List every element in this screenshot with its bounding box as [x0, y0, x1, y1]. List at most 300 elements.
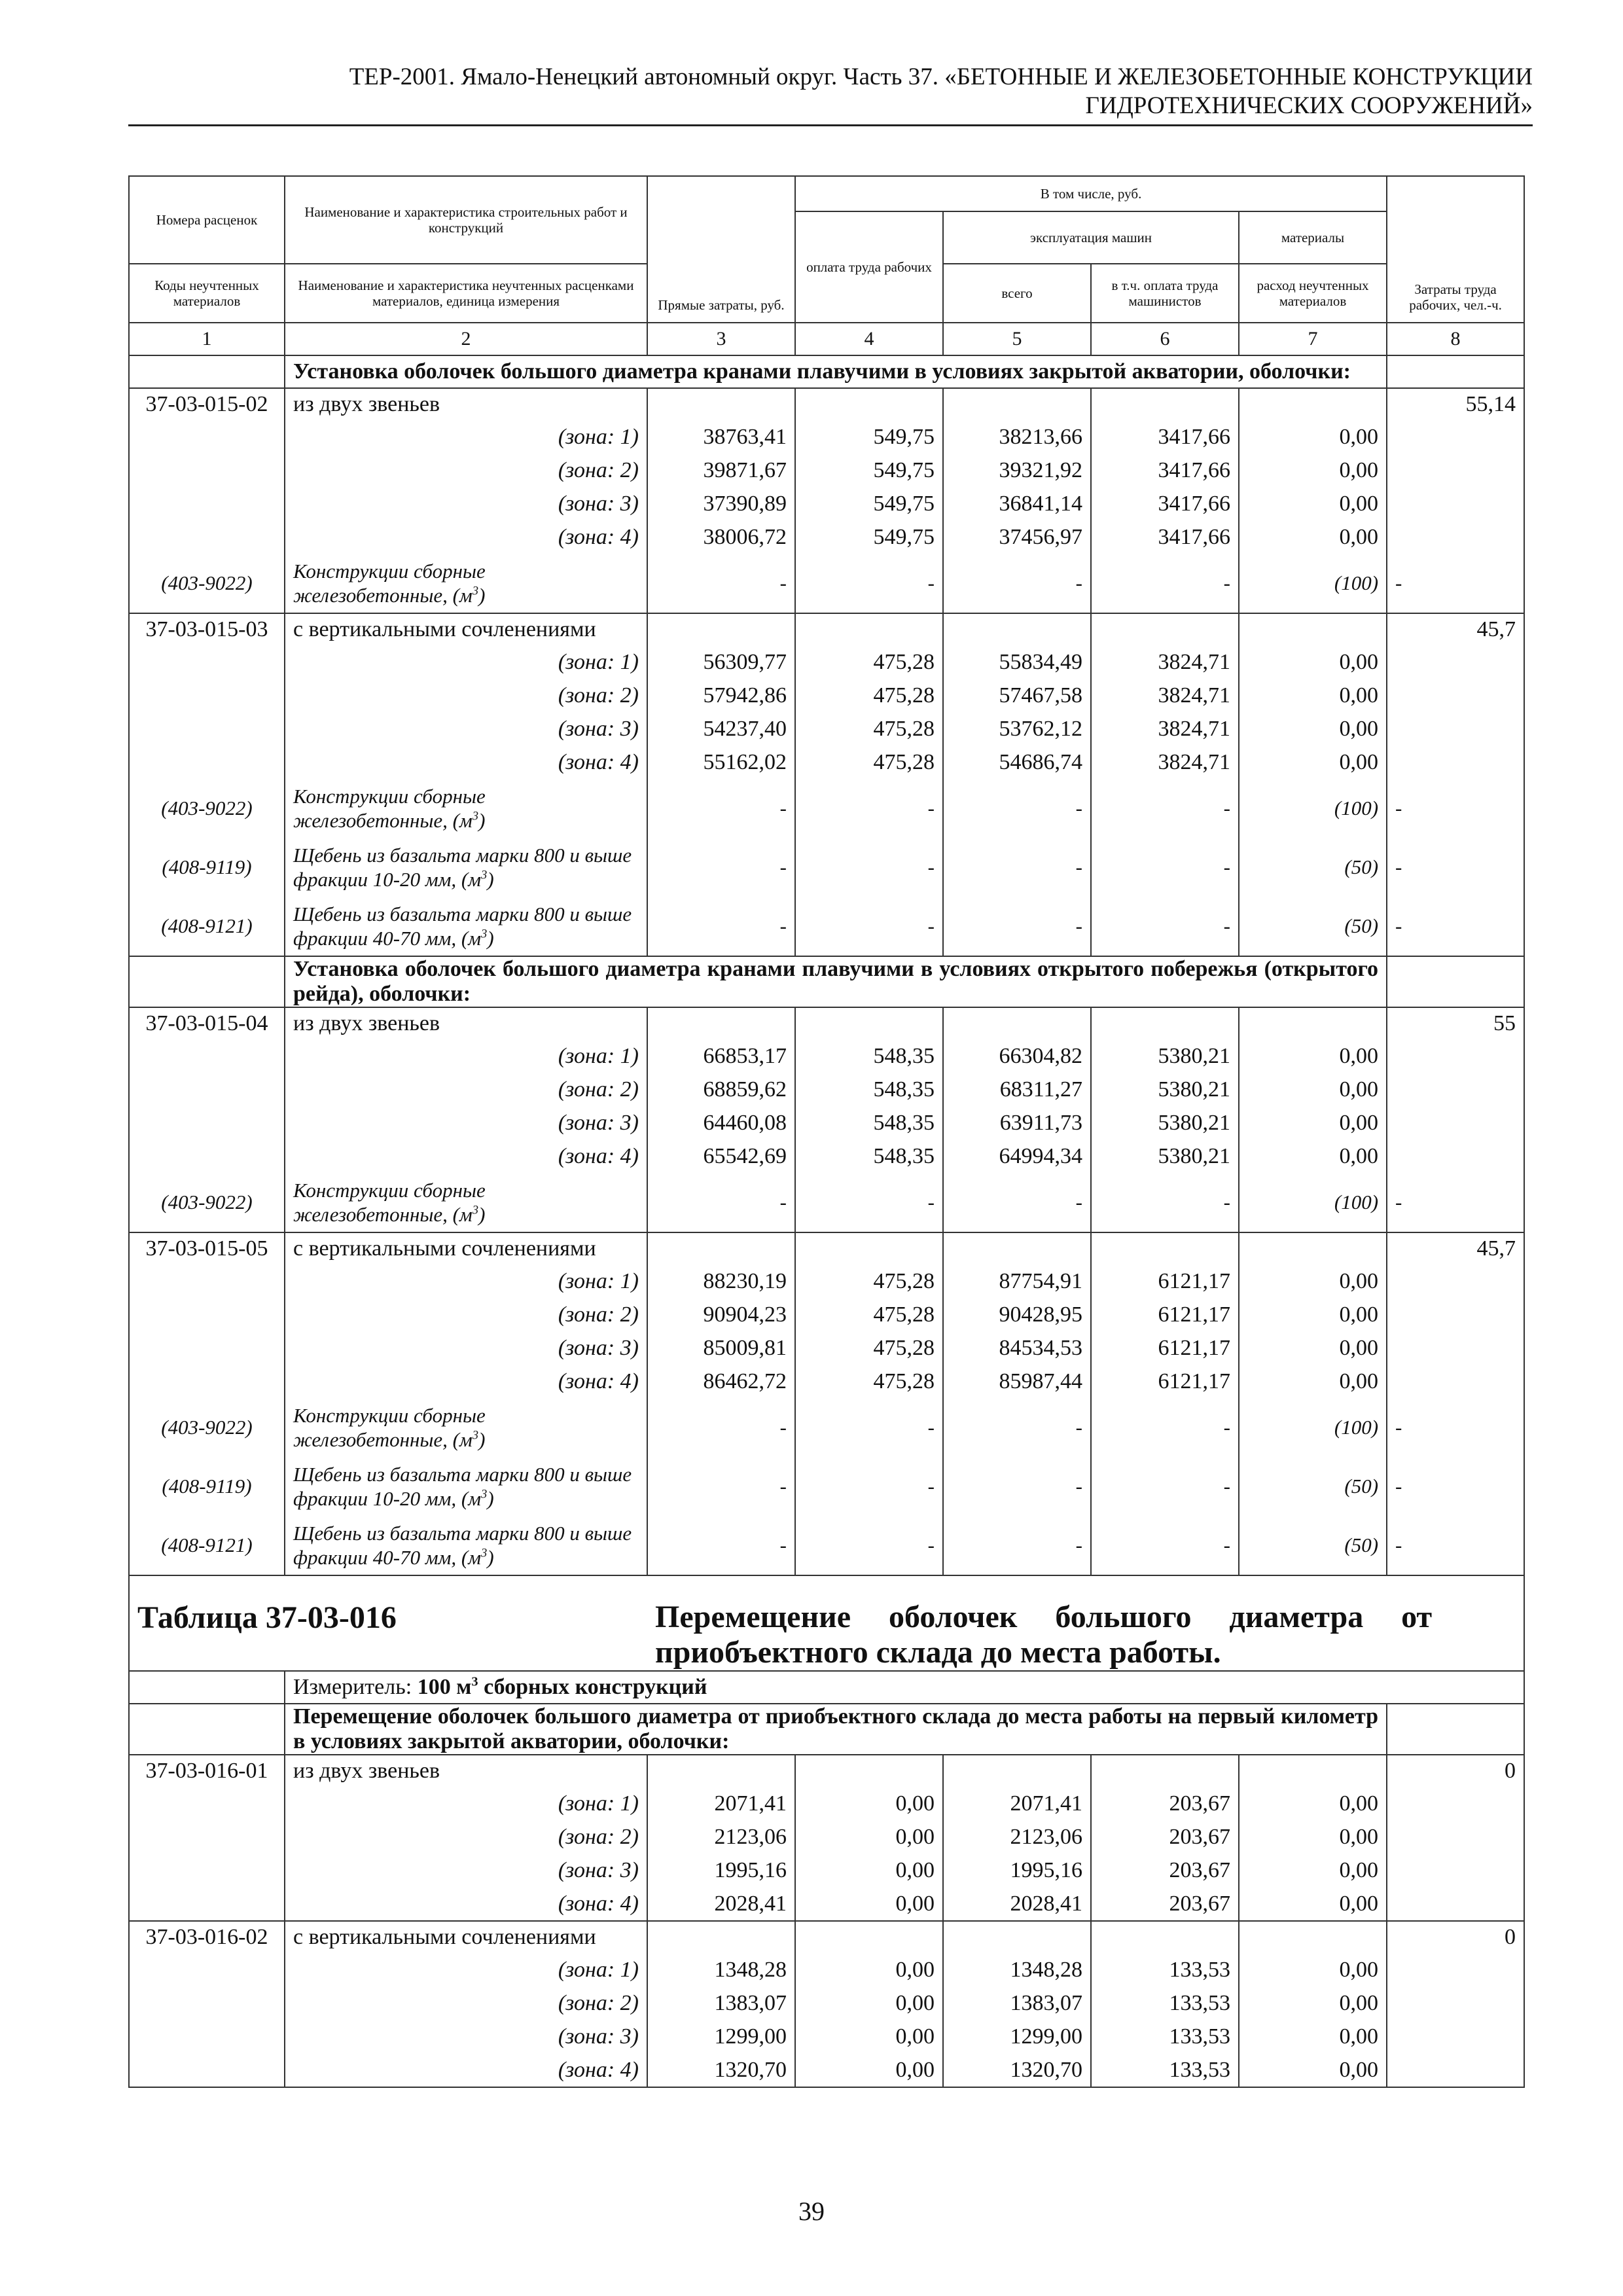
col8-header: Затраты труда рабочих, чел.-ч.	[1387, 176, 1524, 323]
materials-cost: 0,00	[1239, 520, 1387, 554]
dash: -	[795, 1457, 943, 1516]
column-number: 8	[1387, 323, 1524, 355]
material-quantity: (50)	[1239, 897, 1387, 956]
col5-header: всего	[943, 264, 1091, 323]
zone-row	[129, 1073, 1524, 1106]
labor-cost: 55,14	[1387, 388, 1524, 420]
dash: -	[647, 897, 795, 956]
dash: -	[1091, 1457, 1239, 1516]
materials-cost: 0,00	[1239, 1073, 1387, 1106]
col1-header-bottom: Коды неучтенных материалов	[129, 264, 285, 323]
material-name: Конструкции сборные железобетонные, $(м^3)$	[285, 554, 647, 613]
machinists-pay: 3824,71	[1091, 679, 1239, 712]
direct-cost: 54237,40	[647, 712, 795, 745]
dash: -	[795, 897, 943, 956]
machinists-pay: 3824,71	[1091, 712, 1239, 745]
labor-pay: 0,00	[795, 1953, 943, 1986]
dash: -	[1091, 838, 1239, 897]
zone-row	[129, 520, 1524, 554]
section-row	[129, 1704, 1524, 1755]
rate-code: 37-03-015-02	[129, 388, 285, 420]
direct-cost: 88230,19	[647, 1265, 795, 1298]
labor-cost: 45,7	[1387, 1232, 1524, 1265]
machines-header: эксплуатация машин	[943, 211, 1239, 264]
zone-row	[129, 487, 1524, 520]
table-head-row-1	[129, 176, 1524, 211]
direct-cost: 66853,17	[647, 1039, 795, 1073]
zone-label: (зона: 2)	[285, 454, 647, 487]
machines-total: 2071,41	[943, 1787, 1091, 1820]
direct-cost: 2071,41	[647, 1787, 795, 1820]
zone-row	[129, 1887, 1524, 1921]
rate-code: 37-03-016-01	[129, 1755, 285, 1787]
zone-row	[129, 1106, 1524, 1139]
dash: -	[647, 779, 795, 838]
material-row	[129, 1457, 1524, 1516]
machines-total: 68311,27	[943, 1073, 1091, 1106]
material-code: (408-9119)	[129, 838, 285, 897]
machines-total: 87754,91	[943, 1265, 1091, 1298]
col2-header-top: Наименование и характеристика строительных работ и конструкций	[285, 176, 647, 264]
table-title-row	[129, 1575, 1524, 1671]
machines-total: 84534,53	[943, 1331, 1091, 1365]
machines-total: 85987,44	[943, 1365, 1091, 1398]
materials-cost: 0,00	[1239, 1331, 1387, 1365]
direct-cost: 1299,00	[647, 2020, 795, 2053]
rate-code: 37-03-015-03	[129, 613, 285, 645]
section-row	[129, 355, 1524, 388]
direct-cost: 56309,77	[647, 645, 795, 679]
zone-row	[129, 454, 1524, 487]
zone-row	[129, 1139, 1524, 1173]
rate-code: 37-03-015-05	[129, 1232, 285, 1265]
section-heading: Перемещение оболочек большого диаметра от приобъектного склада до места работы на первый километр в условиях закрытой акватории, оболочки:	[285, 1704, 1387, 1755]
col3-header: Прямые затраты, руб.	[647, 176, 795, 323]
material-row	[129, 1173, 1524, 1232]
labor-pay: 475,28	[795, 1365, 943, 1398]
zone-label: (зона: 1)	[285, 645, 647, 679]
materials-cost: 0,00	[1239, 420, 1387, 454]
zone-label: (зона: 3)	[285, 2020, 647, 2053]
machines-total: 2028,41	[943, 1887, 1091, 1921]
material-row	[129, 838, 1524, 897]
direct-cost: 65542,69	[647, 1139, 795, 1173]
table-caption: Перемещение оболочек большого диаметра от приобъектного склада до места работы.	[647, 1575, 1524, 1671]
labor-pay: 475,28	[795, 679, 943, 712]
labor-pay: 549,75	[795, 454, 943, 487]
zone-row	[129, 1265, 1524, 1298]
machinists-pay: 6121,17	[1091, 1331, 1239, 1365]
machinists-pay: 133,53	[1091, 1953, 1239, 1986]
dash: -	[795, 838, 943, 897]
labor-cost: 0	[1387, 1755, 1524, 1787]
machines-total: 1995,16	[943, 1854, 1091, 1887]
machinists-pay: 133,53	[1091, 1986, 1239, 2020]
machines-total: 36841,14	[943, 487, 1091, 520]
direct-cost: 1320,70	[647, 2053, 795, 2087]
col1-header-top: Номера расценок	[129, 176, 285, 264]
dash: -	[795, 1516, 943, 1575]
materials-header: материалы	[1239, 211, 1387, 264]
materials-cost: 0,00	[1239, 1787, 1387, 1820]
direct-cost: 85009,81	[647, 1331, 795, 1365]
dash: -	[647, 1173, 795, 1232]
materials-cost: 0,00	[1239, 679, 1387, 712]
labor-cost: 45,7	[1387, 613, 1524, 645]
materials-cost: 0,00	[1239, 2053, 1387, 2087]
direct-cost: 38006,72	[647, 520, 795, 554]
material-row	[129, 779, 1524, 838]
labor-pay: 548,35	[795, 1106, 943, 1139]
materials-cost: 0,00	[1239, 745, 1387, 779]
dash: -	[795, 1398, 943, 1457]
dash: -	[647, 1516, 795, 1575]
dash: -	[1387, 897, 1524, 956]
dash: -	[1091, 897, 1239, 956]
dash: -	[943, 897, 1091, 956]
machines-total: 63911,73	[943, 1106, 1091, 1139]
dash: -	[647, 554, 795, 613]
machinists-pay: 3824,71	[1091, 745, 1239, 779]
machinists-pay: 3417,66	[1091, 454, 1239, 487]
zone-label: (зона: 3)	[285, 1854, 647, 1887]
labor-cost: 55	[1387, 1007, 1524, 1039]
materials-cost: 0,00	[1239, 712, 1387, 745]
materials-cost: 0,00	[1239, 2020, 1387, 2053]
zone-row	[129, 1039, 1524, 1073]
material-row	[129, 1516, 1524, 1575]
col6-header: в т.ч. оплата труда машинистов	[1091, 264, 1239, 323]
zone-label: (зона: 3)	[285, 487, 647, 520]
labor-pay: 475,28	[795, 712, 943, 745]
direct-cost: 2028,41	[647, 1887, 795, 1921]
header-line-1: ТЕР-2001. Ямало-Ненецкий автономный округ. Часть 37. «БЕТОННЫЕ И ЖЕЛЕЗОБЕТОННЫЕ КОНСТРУКЦИИ	[349, 63, 1533, 90]
dash: -	[1091, 779, 1239, 838]
zone-row	[129, 1953, 1524, 1986]
dash: -	[1387, 1173, 1524, 1232]
dash: -	[1091, 554, 1239, 613]
direct-cost: 1348,28	[647, 1953, 795, 1986]
dash: -	[1387, 554, 1524, 613]
machines-total: 66304,82	[943, 1039, 1091, 1073]
material-quantity: (50)	[1239, 838, 1387, 897]
column-number: 4	[795, 323, 943, 355]
rates-table	[128, 175, 1525, 2088]
labor-pay: 548,35	[795, 1073, 943, 1106]
materials-cost: 0,00	[1239, 454, 1387, 487]
direct-cost: 55162,02	[647, 745, 795, 779]
machinists-pay: 5380,21	[1091, 1073, 1239, 1106]
material-code: (403-9022)	[129, 554, 285, 613]
materials-cost: 0,00	[1239, 1106, 1387, 1139]
dash: -	[1387, 1398, 1524, 1457]
machines-total: 55834,49	[943, 645, 1091, 679]
machinists-pay: 203,67	[1091, 1854, 1239, 1887]
zone-label: (зона: 4)	[285, 2053, 647, 2087]
dash: -	[1387, 1457, 1524, 1516]
labor-pay: 0,00	[795, 1820, 943, 1854]
rate-code: 37-03-015-04	[129, 1007, 285, 1039]
zone-row	[129, 1365, 1524, 1398]
machinists-pay: 133,53	[1091, 2053, 1239, 2087]
material-row	[129, 554, 1524, 613]
zone-label: (зона: 4)	[285, 1365, 647, 1398]
section-row	[129, 956, 1524, 1007]
machinists-pay: 3417,66	[1091, 520, 1239, 554]
zone-label: (зона: 2)	[285, 1298, 647, 1331]
materials-cost: 0,00	[1239, 1139, 1387, 1173]
section-heading: Установка оболочек большого диаметра кранами плавучими в условиях закрытой акватории, оболочки:	[285, 355, 1387, 388]
direct-cost: 39871,67	[647, 454, 795, 487]
zone-row	[129, 645, 1524, 679]
machinists-pay: 5380,21	[1091, 1106, 1239, 1139]
column-numbers-row	[129, 323, 1524, 355]
dash: -	[1387, 1516, 1524, 1575]
labor-pay: 475,28	[795, 1298, 943, 1331]
zone-row	[129, 1298, 1524, 1331]
zone-label: (зона: 1)	[285, 1953, 647, 1986]
direct-cost: 37390,89	[647, 487, 795, 520]
column-number: 6	[1091, 323, 1239, 355]
zone-label: (зона: 1)	[285, 420, 647, 454]
material-code: (403-9022)	[129, 1173, 285, 1232]
machinists-pay: 203,67	[1091, 1820, 1239, 1854]
materials-cost: 0,00	[1239, 1854, 1387, 1887]
machinists-pay: 133,53	[1091, 2020, 1239, 2053]
machinists-pay: 6121,17	[1091, 1365, 1239, 1398]
material-quantity: (100)	[1239, 1173, 1387, 1232]
material-row	[129, 897, 1524, 956]
machines-total: 57467,58	[943, 679, 1091, 712]
dash: -	[943, 1457, 1091, 1516]
machines-total: 1299,00	[943, 2020, 1091, 2053]
materials-cost: 0,00	[1239, 1365, 1387, 1398]
zone-row	[129, 1986, 1524, 2020]
zone-label: (зона: 4)	[285, 1139, 647, 1173]
direct-cost: 2123,06	[647, 1820, 795, 1854]
machinists-pay: 203,67	[1091, 1887, 1239, 1921]
materials-cost: 0,00	[1239, 1298, 1387, 1331]
direct-cost: 38763,41	[647, 420, 795, 454]
dash: -	[1387, 779, 1524, 838]
material-quantity: (50)	[1239, 1516, 1387, 1575]
rate-name: из двух звеньев	[285, 388, 647, 420]
labor-pay: 549,75	[795, 520, 943, 554]
dash: -	[943, 779, 1091, 838]
header-rule	[128, 124, 1533, 126]
machines-total: 1383,07	[943, 1986, 1091, 2020]
labor-pay: 475,28	[795, 1331, 943, 1365]
column-number: 7	[1239, 323, 1387, 355]
machines-total: 90428,95	[943, 1298, 1091, 1331]
dash: -	[943, 1398, 1091, 1457]
zone-row	[129, 1820, 1524, 1854]
zone-label: (зона: 4)	[285, 745, 647, 779]
zone-label: (зона: 2)	[285, 1073, 647, 1106]
material-code: (408-9121)	[129, 1516, 285, 1575]
rate-row	[129, 1007, 1524, 1039]
zone-label: (зона: 2)	[285, 1986, 647, 2020]
machinists-pay: 6121,17	[1091, 1298, 1239, 1331]
machines-total: 1320,70	[943, 2053, 1091, 2087]
material-quantity: (50)	[1239, 1457, 1387, 1516]
material-name: Конструкции сборные железобетонные, $(м^3)$	[285, 1398, 647, 1457]
rate-row	[129, 388, 1524, 420]
rate-name: из двух звеньев	[285, 1755, 647, 1787]
zone-label: (зона: 1)	[285, 1265, 647, 1298]
machinists-pay: 3824,71	[1091, 645, 1239, 679]
machinists-pay: 3417,66	[1091, 420, 1239, 454]
labor-pay: 0,00	[795, 1787, 943, 1820]
labor-pay: 548,35	[795, 1139, 943, 1173]
materials-cost: 0,00	[1239, 645, 1387, 679]
section-heading: Установка оболочек большого диаметра кранами плавучими в условиях открытого побережья (открытого рейда), оболочки:	[285, 956, 1387, 1007]
rate-row	[129, 1232, 1524, 1265]
labor-pay: 0,00	[795, 2053, 943, 2087]
table-title: Таблица 37-03-016	[129, 1575, 647, 1671]
zone-row	[129, 745, 1524, 779]
machinists-pay: 5380,21	[1091, 1039, 1239, 1073]
zone-label: (зона: 1)	[285, 1787, 647, 1820]
machines-total: 54686,74	[943, 745, 1091, 779]
col4-header: оплата труда рабочих	[795, 211, 943, 323]
zone-label: (зона: 1)	[285, 1039, 647, 1073]
material-name: Щебень из базальта марки 800 и выше фракции 40-70 мм, $(м^3)$	[285, 897, 647, 956]
page-header	[128, 63, 1533, 120]
materials-cost: 0,00	[1239, 1039, 1387, 1073]
machines-total: 64994,34	[943, 1139, 1091, 1173]
direct-cost: 1383,07	[647, 1986, 795, 2020]
machinists-pay: 5380,21	[1091, 1139, 1239, 1173]
machinists-pay: 203,67	[1091, 1787, 1239, 1820]
material-name: Щебень из базальта марки 800 и выше фракции 10-20 мм, $(м^3)$	[285, 838, 647, 897]
material-name: Щебень из базальта марки 800 и выше фракции 10-20 мм, $(м^3)$	[285, 1457, 647, 1516]
dash: -	[795, 554, 943, 613]
rate-name: с вертикальными сочленениями	[285, 613, 647, 645]
zone-row	[129, 1787, 1524, 1820]
zone-label: (зона: 4)	[285, 1887, 647, 1921]
labor-pay: 0,00	[795, 2020, 943, 2053]
machines-total: 2123,06	[943, 1820, 1091, 1854]
dash: -	[795, 779, 943, 838]
machines-total: 38213,66	[943, 420, 1091, 454]
material-name: Конструкции сборные железобетонные, $(м^3)$	[285, 779, 647, 838]
direct-cost: 90904,23	[647, 1298, 795, 1331]
rate-row	[129, 613, 1524, 645]
direct-cost: 57942,86	[647, 679, 795, 712]
material-code: (408-9121)	[129, 897, 285, 956]
zone-label: (зона: 3)	[285, 1331, 647, 1365]
column-number: 5	[943, 323, 1091, 355]
dash: -	[795, 1173, 943, 1232]
dash: -	[1091, 1398, 1239, 1457]
material-code: (408-9119)	[129, 1457, 285, 1516]
page-number: 39	[798, 2197, 825, 2226]
meter: Измеритель: 100 $м^3$ сборных конструкций	[285, 1671, 1524, 1704]
zone-label: (зона: 2)	[285, 1820, 647, 1854]
material-quantity: (100)	[1239, 779, 1387, 838]
machinists-pay: 6121,17	[1091, 1265, 1239, 1298]
column-number: 2	[285, 323, 647, 355]
material-name: Конструкции сборные железобетонные, $(м^3)$	[285, 1173, 647, 1232]
labor-pay: 549,75	[795, 420, 943, 454]
rate-name: с вертикальными сочленениями	[285, 1921, 647, 1953]
zone-label: (зона: 2)	[285, 679, 647, 712]
material-code: (403-9022)	[129, 1398, 285, 1457]
labor-pay: 475,28	[795, 745, 943, 779]
materials-cost: 0,00	[1239, 1820, 1387, 1854]
dash: -	[1091, 1516, 1239, 1575]
material-quantity: (100)	[1239, 554, 1387, 613]
labor-pay: 549,75	[795, 487, 943, 520]
machines-total: 1348,28	[943, 1953, 1091, 1986]
meter-row	[129, 1671, 1524, 1704]
materials-cost: 0,00	[1239, 1887, 1387, 1921]
material-row	[129, 1398, 1524, 1457]
rate-row	[129, 1755, 1524, 1787]
machines-total: 53762,12	[943, 712, 1091, 745]
zone-label: (зона: 3)	[285, 1106, 647, 1139]
zone-row	[129, 1854, 1524, 1887]
labor-pay: 0,00	[795, 1854, 943, 1887]
materials-cost: 0,00	[1239, 487, 1387, 520]
direct-cost: 64460,08	[647, 1106, 795, 1139]
material-code: (403-9022)	[129, 779, 285, 838]
zone-row	[129, 712, 1524, 745]
dash: -	[1091, 1173, 1239, 1232]
dash: -	[647, 838, 795, 897]
material-quantity: (100)	[1239, 1398, 1387, 1457]
column-number: 3	[647, 323, 795, 355]
header-line-2: ГИДРОТЕХНИЧЕСКИХ СООРУЖЕНИЙ»	[1085, 92, 1533, 119]
dash: -	[1387, 838, 1524, 897]
machinists-pay: 3417,66	[1091, 487, 1239, 520]
labor-pay: 0,00	[795, 1986, 943, 2020]
rate-code: 37-03-016-02	[129, 1921, 285, 1953]
rate-row	[129, 1921, 1524, 1953]
machines-total: 39321,92	[943, 454, 1091, 487]
material-name: Щебень из базальта марки 800 и выше фракции 40-70 мм, $(м^3)$	[285, 1516, 647, 1575]
direct-cost: 1995,16	[647, 1854, 795, 1887]
materials-cost: 0,00	[1239, 1265, 1387, 1298]
labor-cost: 0	[1387, 1921, 1524, 1953]
machines-total: 37456,97	[943, 520, 1091, 554]
zone-label: (зона: 4)	[285, 520, 647, 554]
dash: -	[647, 1398, 795, 1457]
materials-cost: 0,00	[1239, 1953, 1387, 1986]
zone-label: (зона: 3)	[285, 712, 647, 745]
zone-row	[129, 1331, 1524, 1365]
zone-row	[129, 2053, 1524, 2087]
materials-cost: 0,00	[1239, 1986, 1387, 2020]
labor-pay: 475,28	[795, 1265, 943, 1298]
labor-pay: 475,28	[795, 645, 943, 679]
dash: -	[943, 838, 1091, 897]
col7-header: расход неучтенных материалов	[1239, 264, 1387, 323]
direct-cost: 86462,72	[647, 1365, 795, 1398]
zone-row	[129, 420, 1524, 454]
labor-pay: 548,35	[795, 1039, 943, 1073]
zone-row	[129, 679, 1524, 712]
rate-name: с вертикальными сочленениями	[285, 1232, 647, 1265]
zone-row	[129, 2020, 1524, 2053]
dash: -	[647, 1457, 795, 1516]
dash: -	[943, 1173, 1091, 1232]
in-total-header: В том числе, руб.	[795, 176, 1387, 211]
rate-name: из двух звеньев	[285, 1007, 647, 1039]
direct-cost: 68859,62	[647, 1073, 795, 1106]
col2-header-bottom: Наименование и характеристика неучтенных расценками материалов, единица измерения	[285, 264, 647, 323]
